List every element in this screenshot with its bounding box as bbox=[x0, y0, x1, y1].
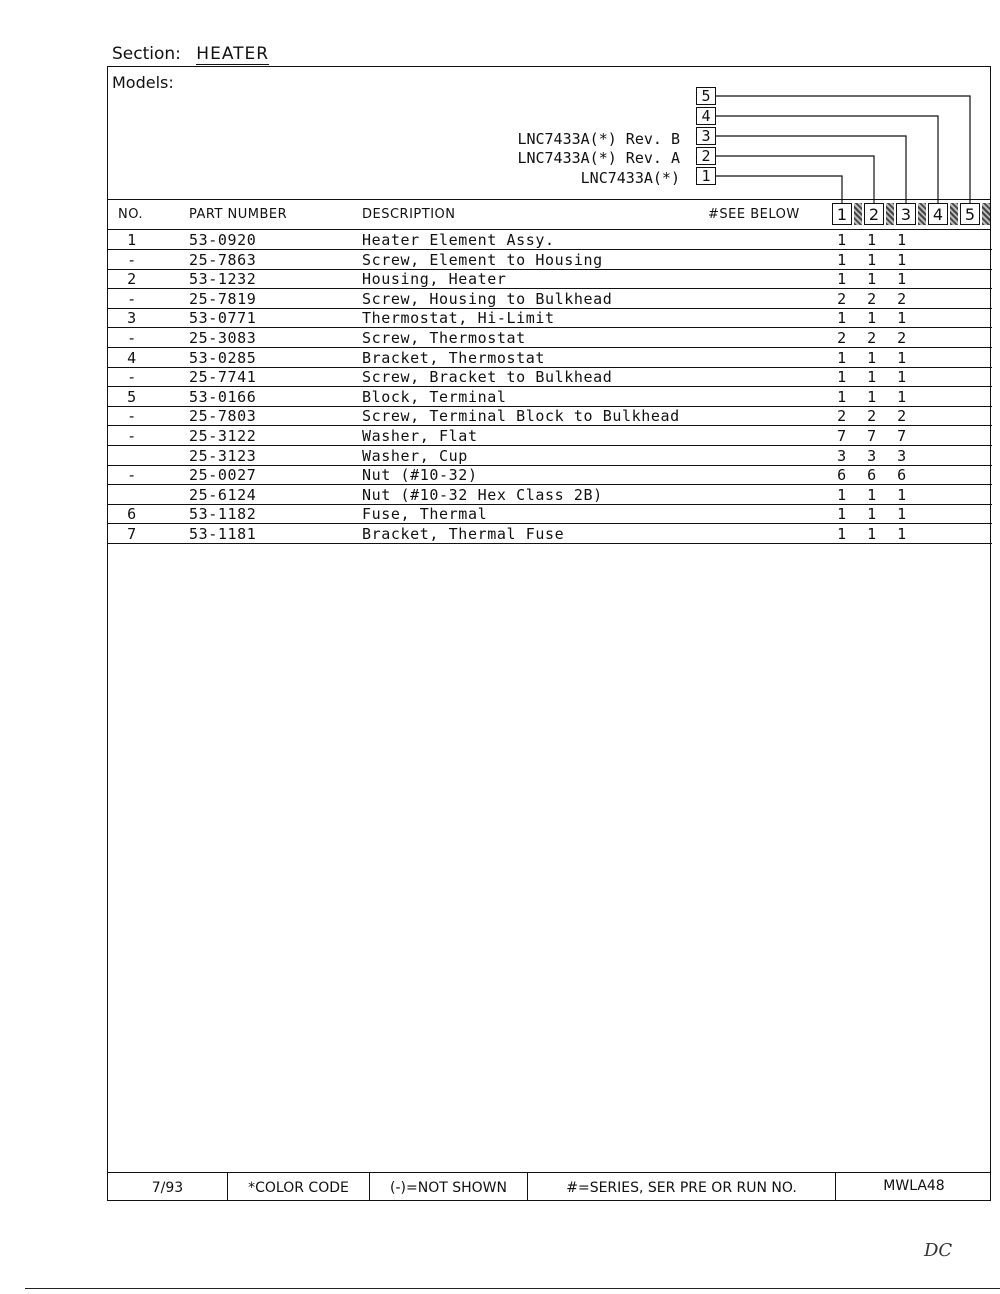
table-row bbox=[108, 231, 992, 250]
column-box-2: 2 bbox=[864, 203, 884, 225]
part-description: Nut (#10-32 Hex Class 2B) bbox=[362, 485, 603, 504]
qty-model-3: 1 bbox=[897, 525, 907, 543]
qty-model-1: 1 bbox=[837, 231, 847, 249]
column-shade bbox=[918, 203, 926, 225]
qty-model-1: 6 bbox=[837, 466, 847, 485]
part-number: 25-7803 bbox=[189, 407, 257, 426]
col-header-no: NO. bbox=[118, 207, 144, 222]
column-shade bbox=[886, 203, 894, 225]
part-number: 53-0920 bbox=[189, 231, 257, 249]
qty-model-3: 1 bbox=[897, 309, 907, 328]
page-bottom-rule bbox=[25, 1288, 1000, 1289]
column-shade bbox=[982, 203, 990, 225]
qty-model-1: 1 bbox=[837, 368, 847, 387]
footer-not-shown: (-)=NOT SHOWN bbox=[370, 1173, 528, 1201]
page-footer bbox=[108, 1172, 990, 1201]
part-no: 6 bbox=[127, 505, 137, 524]
table-row bbox=[108, 525, 992, 544]
col-header-description: DESCRIPTION bbox=[362, 207, 456, 222]
qty-model-1: 2 bbox=[837, 289, 847, 308]
part-description: Washer, Flat bbox=[362, 427, 478, 445]
qty-model-2: 1 bbox=[867, 525, 877, 543]
part-description: Fuse, Thermal bbox=[362, 505, 488, 524]
table-row bbox=[108, 407, 992, 426]
part-description: Screw, Housing to Bulkhead bbox=[362, 289, 613, 308]
qty-model-2: 1 bbox=[867, 387, 877, 406]
qty-model-2: 1 bbox=[867, 368, 877, 387]
qty-model-2: 2 bbox=[867, 289, 877, 308]
qty-model-2: 1 bbox=[867, 505, 877, 524]
part-description: Block, Terminal bbox=[362, 387, 507, 406]
part-no: - bbox=[127, 427, 137, 445]
part-number: 53-1182 bbox=[189, 505, 257, 524]
table-row bbox=[108, 309, 992, 328]
qty-model-1: 1 bbox=[837, 309, 847, 328]
qty-model-1: 1 bbox=[837, 250, 847, 269]
qty-model-1: 2 bbox=[837, 407, 847, 426]
header-top-rule bbox=[108, 199, 990, 200]
part-description: Housing, Heater bbox=[362, 270, 507, 289]
table-row bbox=[108, 251, 992, 270]
part-no: 1 bbox=[127, 231, 137, 249]
models-label: Models: bbox=[112, 73, 174, 92]
qty-model-3: 1 bbox=[897, 270, 907, 289]
qty-model-3: 1 bbox=[897, 505, 907, 524]
part-number: 25-7863 bbox=[189, 250, 257, 269]
qty-model-1: 2 bbox=[837, 329, 847, 347]
qty-model-2: 3 bbox=[867, 446, 877, 465]
qty-model-1: 1 bbox=[837, 387, 847, 406]
qty-model-2: 1 bbox=[867, 309, 877, 328]
column-box-4: 4 bbox=[928, 203, 948, 225]
table-row bbox=[108, 368, 992, 387]
model-box-5: 5 bbox=[696, 87, 716, 105]
qty-model-3: 6 bbox=[897, 466, 907, 485]
part-description: Thermostat, Hi-Limit bbox=[362, 309, 555, 328]
model-box-1: 1 bbox=[696, 167, 716, 185]
table-row bbox=[108, 505, 992, 524]
table-row bbox=[108, 447, 992, 466]
part-no: - bbox=[127, 368, 137, 387]
column-shade bbox=[950, 203, 958, 225]
table-row bbox=[108, 290, 992, 309]
qty-model-2: 2 bbox=[867, 329, 877, 347]
section-heading bbox=[112, 44, 269, 64]
qty-model-3: 1 bbox=[897, 348, 907, 367]
qty-model-3: 2 bbox=[897, 289, 907, 308]
model-entry-rev-a: LNC7433A(*) Rev. A bbox=[517, 149, 680, 167]
column-shade bbox=[854, 203, 862, 225]
qty-model-1: 1 bbox=[837, 505, 847, 524]
part-number: 25-3123 bbox=[189, 446, 257, 465]
qty-model-1: 1 bbox=[837, 525, 847, 543]
table-row bbox=[108, 349, 992, 368]
qty-model-3: 7 bbox=[897, 427, 907, 445]
qty-model-2: 1 bbox=[867, 270, 877, 289]
qty-model-2: 1 bbox=[867, 348, 877, 367]
column-box-3: 3 bbox=[896, 203, 916, 225]
part-no: 7 bbox=[127, 525, 137, 543]
header-bottom-rule bbox=[108, 229, 990, 230]
col-header-see-below: #SEE BELOW bbox=[708, 207, 800, 222]
table-row bbox=[108, 388, 992, 407]
part-no: 3 bbox=[127, 309, 137, 328]
column-box-5: 5 bbox=[960, 203, 980, 225]
part-description: Screw, Bracket to Bulkhead bbox=[362, 368, 613, 387]
model-box-3: 3 bbox=[696, 127, 716, 145]
footer-date: 7/93 bbox=[108, 1173, 228, 1201]
part-no: - bbox=[127, 329, 137, 347]
part-number: 25-3122 bbox=[189, 427, 257, 445]
part-description: Washer, Cup bbox=[362, 446, 468, 465]
footer-series-note: #=SERIES, SER PRE OR RUN NO. bbox=[528, 1173, 836, 1201]
part-number: 53-1232 bbox=[189, 270, 257, 289]
footer-color-code: *COLOR CODE bbox=[228, 1173, 370, 1201]
part-number: 25-3083 bbox=[189, 329, 257, 347]
qty-model-3: 1 bbox=[897, 485, 907, 504]
part-number: 25-0027 bbox=[189, 466, 257, 485]
part-description: Heater Element Assy. bbox=[362, 231, 555, 249]
qty-model-3: 1 bbox=[897, 368, 907, 387]
part-description: Screw, Element to Housing bbox=[362, 250, 603, 269]
qty-model-1: 1 bbox=[837, 270, 847, 289]
qty-model-3: 1 bbox=[897, 250, 907, 269]
part-number: 53-0166 bbox=[189, 387, 257, 406]
section-value: HEATER bbox=[196, 44, 270, 64]
qty-model-2: 1 bbox=[867, 250, 877, 269]
col-header-part-number: PART NUMBER bbox=[189, 207, 288, 222]
qty-model-1: 3 bbox=[837, 446, 847, 465]
part-no: 5 bbox=[127, 387, 137, 406]
table-row bbox=[108, 427, 992, 446]
section-label: Section: bbox=[112, 44, 181, 64]
qty-model-1: 7 bbox=[837, 427, 847, 445]
qty-model-2: 6 bbox=[867, 466, 877, 485]
qty-model-3: 1 bbox=[897, 231, 907, 249]
qty-model-2: 1 bbox=[867, 231, 877, 249]
part-description: Bracket, Thermostat bbox=[362, 348, 545, 367]
table-row bbox=[108, 466, 992, 485]
part-no: 4 bbox=[127, 348, 137, 367]
qty-model-2: 2 bbox=[867, 407, 877, 426]
column-box-1: 1 bbox=[832, 203, 852, 225]
part-no: - bbox=[127, 289, 137, 308]
part-no: 2 bbox=[127, 270, 137, 289]
model-box-2: 2 bbox=[696, 147, 716, 165]
part-description: Nut (#10-32) bbox=[362, 466, 478, 485]
qty-model-1: 1 bbox=[837, 485, 847, 504]
footer-doc-id: MWLA48 bbox=[883, 1178, 945, 1194]
part-no: - bbox=[127, 250, 137, 269]
table-row bbox=[108, 329, 992, 348]
handwritten-initials: DC bbox=[924, 1240, 953, 1261]
qty-model-3: 3 bbox=[897, 446, 907, 465]
part-no: - bbox=[127, 407, 137, 426]
part-description: Screw, Thermostat bbox=[362, 329, 526, 347]
model-entry-rev-b: LNC7433A(*) Rev. B bbox=[517, 130, 680, 148]
qty-model-2: 1 bbox=[867, 485, 877, 504]
qty-model-3: 1 bbox=[897, 387, 907, 406]
model-entry-base: LNC7433A(*) bbox=[580, 169, 680, 187]
part-no: - bbox=[127, 466, 137, 485]
table-row bbox=[108, 270, 992, 289]
qty-model-3: 2 bbox=[897, 329, 907, 347]
qty-model-1: 1 bbox=[837, 348, 847, 367]
model-box-4: 4 bbox=[696, 107, 716, 125]
part-number: 53-0771 bbox=[189, 309, 257, 328]
row-rule bbox=[108, 543, 992, 544]
part-number: 25-7819 bbox=[189, 289, 257, 308]
table-row bbox=[108, 486, 992, 505]
part-number: 25-6124 bbox=[189, 485, 257, 504]
part-description: Screw, Terminal Block to Bulkhead bbox=[362, 407, 680, 426]
part-number: 53-0285 bbox=[189, 348, 257, 367]
part-number: 53-1181 bbox=[189, 525, 257, 543]
parts-list-frame bbox=[107, 66, 991, 1201]
part-number: 25-7741 bbox=[189, 368, 257, 387]
qty-model-2: 7 bbox=[867, 427, 877, 445]
part-description: Bracket, Thermal Fuse bbox=[362, 525, 565, 543]
qty-model-3: 2 bbox=[897, 407, 907, 426]
